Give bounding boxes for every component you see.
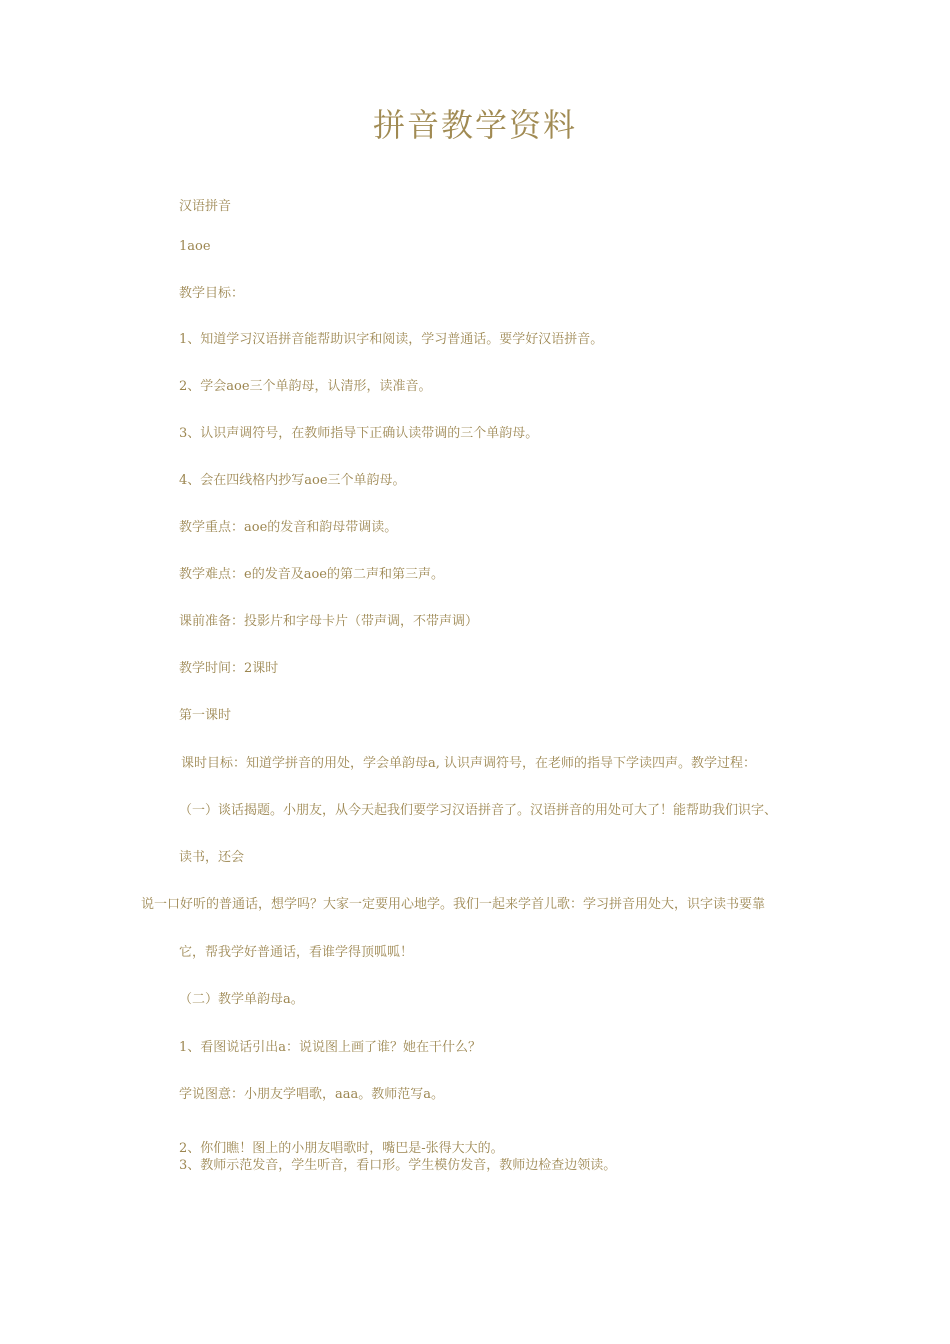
preparation: 课前准备：投影片和字母卡片（带声调，不带声调） xyxy=(179,614,479,629)
objectives-heading: 教学目标： xyxy=(179,286,245,301)
objective-item-2: 2、学会aoe三个单韵母，认清形，读准音。 xyxy=(179,379,432,394)
teaching-time: 教学时间：2课时 xyxy=(179,661,279,676)
step-1-detail: 学说图意：小朋友学唱歌，aaa。教师范写a。 xyxy=(179,1087,445,1102)
paragraph-rhyme-cont: 它，帮我学好普通话，看谁学得顶呱呱！ xyxy=(179,945,414,960)
step-3: 3、教师示范发音，学生听音，看口形。学生模仿发音，教师边检查边领读。 xyxy=(179,1158,617,1173)
paragraph-intro: （一）谈话揭题。小朋友，从今天起我们要学习汉语拼音了。汉语拼音的用处可大了！能帮助我们识字、 xyxy=(179,803,778,818)
step-1: 1、看图说话引出a：说说图上画了谁？她在干什么？ xyxy=(179,1040,482,1055)
key-point: 教学重点：aoe的发音和韵母带调读。 xyxy=(179,520,398,535)
section-teach-a: （二）教学单韵母a。 xyxy=(179,992,304,1007)
paragraph-rhyme: 说一口好听的普通话，想学吗？大家一定要用心地学。我们一起来学首儿歌：学习拼音用处大，识字读书要靠 xyxy=(141,897,766,912)
difficulty: 教学难点：e的发音及aoe的第二声和第三声。 xyxy=(179,567,444,582)
first-lesson-heading: 第一课时 xyxy=(179,708,232,723)
step-2: 2、你们瞧！图上的小朋友唱歌时，嘴巴是-张得大大的。 xyxy=(179,1141,504,1156)
objective-item-3: 3、认识声调符号，在教师指导下正确认读带调的三个单韵母。 xyxy=(179,426,539,441)
paragraph-intro-cont: 读书，还会 xyxy=(179,850,245,865)
objective-item-4: 4、会在四线格内抄写aoe三个单韵母。 xyxy=(179,473,406,488)
document-title: 拼音教学资料 xyxy=(372,106,577,144)
section-heading-pinyin: 汉语拼音 xyxy=(179,199,232,214)
lesson-objective: 课时目标：知道学拼音的用处，学会单韵母a, 认识声调符号，在老师的指导下学读四声。教学过程： xyxy=(181,756,757,771)
objective-item-1: 1、知道学习汉语拼音能帮助识字和阅读，学习普通话。要学好汉语拼音。 xyxy=(179,332,604,347)
lesson-label: 1aoe xyxy=(179,239,211,254)
